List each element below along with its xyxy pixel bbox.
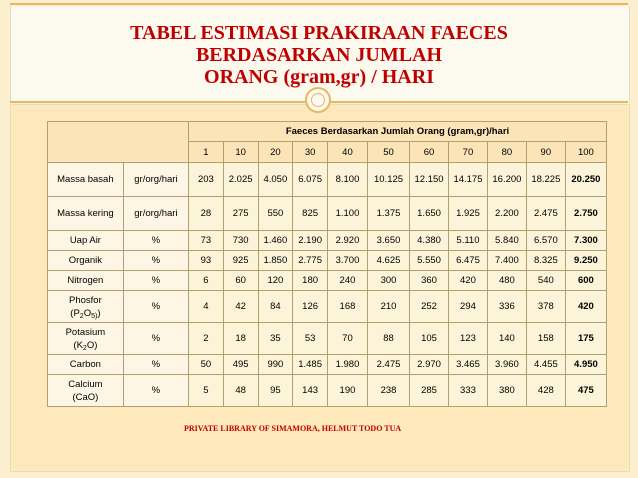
count-header-cell: 80 [487, 142, 526, 163]
table-cell: 252 [410, 291, 449, 323]
table-cell: 2.775 [293, 251, 328, 271]
table-cell: 190 [327, 375, 367, 407]
table-cell: 3.650 [367, 231, 409, 251]
table-cell: 18.225 [526, 163, 565, 197]
table-cell: 50 [189, 355, 224, 375]
table-cell: 2.920 [327, 231, 367, 251]
table-row [48, 355, 607, 375]
table-cell: 6 [189, 271, 224, 291]
table-cell: 126 [293, 291, 328, 323]
table-cell: 3.700 [327, 251, 367, 271]
row-unit: % [123, 375, 188, 407]
table-cell: 2.970 [410, 355, 449, 375]
table-cell: 2.475 [526, 197, 565, 231]
top-rule [10, 3, 628, 5]
table-cell: 140 [487, 323, 526, 355]
table-cell: 238 [367, 375, 409, 407]
table-row [48, 163, 607, 197]
table-cell: 9.250 [565, 251, 606, 271]
table-cell: 70 [327, 323, 367, 355]
table-cell: 88 [367, 323, 409, 355]
table-cell: 1.850 [258, 251, 293, 271]
table-cell: 203 [189, 163, 224, 197]
table-cell: 336 [487, 291, 526, 323]
footer-credit: PRIVATE LIBRARY OF SIMAMORA, HELMUT TODO TUA [184, 424, 402, 433]
table-cell: 168 [327, 291, 367, 323]
row-unit: % [123, 231, 188, 251]
table-cell: 990 [258, 355, 293, 375]
title-line-1: TABEL ESTIMASI PRAKIRAAN FAECES [130, 22, 508, 44]
table-cell: 5.840 [487, 231, 526, 251]
table-cell: 540 [526, 271, 565, 291]
table-cell: 210 [367, 291, 409, 323]
table-cell: 175 [565, 323, 606, 355]
table-cell: 8.100 [327, 163, 367, 197]
table-cell: 1.100 [327, 197, 367, 231]
table-cell: 2.200 [487, 197, 526, 231]
table-cell: 4.625 [367, 251, 409, 271]
table-cell: 428 [526, 375, 565, 407]
table-cell: 95 [258, 375, 293, 407]
count-header-cell: 20 [258, 142, 293, 163]
count-header-cell: 70 [449, 142, 488, 163]
row-label: Massa basah [48, 163, 124, 197]
table-cell: 143 [293, 375, 328, 407]
row-label: Phosfor $(P_2O_{5)})$ [48, 291, 124, 323]
table-cell: 14.175 [449, 163, 488, 197]
table-cell: 495 [223, 355, 258, 375]
row-label: Organik [48, 251, 124, 271]
table-cell: 275 [223, 197, 258, 231]
row-unit: % [123, 251, 188, 271]
count-header-cell: 40 [327, 142, 367, 163]
table-cell: 4 [189, 291, 224, 323]
table-cell: 550 [258, 197, 293, 231]
table-cell: 8.325 [526, 251, 565, 271]
table-cell: 480 [487, 271, 526, 291]
row-unit: % [123, 355, 188, 375]
table-cell: 42 [223, 291, 258, 323]
table-cell: 12.150 [410, 163, 449, 197]
page-title [0, 22, 638, 88]
table-cell: 1.650 [410, 197, 449, 231]
table-cell: 420 [565, 291, 606, 323]
table-cell: 16.200 [487, 163, 526, 197]
row-unit: % [123, 291, 188, 323]
table-header: Faeces Berdasarkan Jumlah Orang (gram,gr)/hari [189, 122, 607, 142]
table-row [48, 271, 607, 291]
table-cell: 3.960 [487, 355, 526, 375]
table-cell: 5 [189, 375, 224, 407]
table-cell: 300 [367, 271, 409, 291]
table-cell: 925 [223, 251, 258, 271]
table-cell: 10.125 [367, 163, 409, 197]
count-header-cell: 1 [189, 142, 224, 163]
row-unit: % [123, 323, 188, 355]
table-row [48, 323, 607, 355]
table-row [48, 231, 607, 251]
table-cell: 3.465 [449, 355, 488, 375]
faeces-estimate-table [47, 121, 607, 407]
table-cell: 35 [258, 323, 293, 355]
row-label: Potasium $(K_2O)$ [48, 323, 124, 355]
table-cell: 158 [526, 323, 565, 355]
table-cell: 475 [565, 375, 606, 407]
table-cell: 380 [487, 375, 526, 407]
title-line-2: BERDASARKAN JUMLAH [195, 44, 443, 66]
title-line-3: ORANG (gram,gr) / HARI [204, 66, 434, 88]
table-cell: 1.925 [449, 197, 488, 231]
table-cell: 5.550 [410, 251, 449, 271]
table-cell: 4.380 [410, 231, 449, 251]
table-cell: 600 [565, 271, 606, 291]
table-cell: 48 [223, 375, 258, 407]
table-cell: 53 [293, 323, 328, 355]
table-cell: 5.110 [449, 231, 488, 251]
table-cell: 1.980 [327, 355, 367, 375]
table-cell: 378 [526, 291, 565, 323]
table-cell: 84 [258, 291, 293, 323]
row-label: Calcium (CaO) [48, 375, 124, 407]
circle-ornament-icon [305, 87, 331, 113]
table-cell: 18 [223, 323, 258, 355]
row-label: Nitrogen [48, 271, 124, 291]
table-cell: 1.460 [258, 231, 293, 251]
table-cell: 1.485 [293, 355, 328, 375]
table-cell: 73 [189, 231, 224, 251]
count-header-cell: 50 [367, 142, 409, 163]
count-header-cell: 60 [410, 142, 449, 163]
row-unit: gr/org/hari [123, 197, 188, 231]
table-cell: 825 [293, 197, 328, 231]
table-cell: 2.750 [565, 197, 606, 231]
table-cell: 360 [410, 271, 449, 291]
table-cell: 20.250 [565, 163, 606, 197]
table-cell: 6.075 [293, 163, 328, 197]
table-row [48, 375, 607, 407]
table-cell: 2 [189, 323, 224, 355]
table-cell: 28 [189, 197, 224, 231]
row-unit: gr/org/hari [123, 163, 188, 197]
table-cell: 4.455 [526, 355, 565, 375]
table-row [48, 251, 607, 271]
table-corner-cell [48, 122, 189, 163]
table-cell: 120 [258, 271, 293, 291]
row-label: Massa kering [48, 197, 124, 231]
table-cell: 105 [410, 323, 449, 355]
table-cell: 730 [223, 231, 258, 251]
table-cell: 2.190 [293, 231, 328, 251]
table-cell: 6.475 [449, 251, 488, 271]
table-cell: 7.400 [487, 251, 526, 271]
table-cell: 4.950 [565, 355, 606, 375]
table-cell: 6.570 [526, 231, 565, 251]
table-cell: 1.375 [367, 197, 409, 231]
table-cell: 7.300 [565, 231, 606, 251]
table-row [48, 197, 607, 231]
table-cell: 240 [327, 271, 367, 291]
table-cell: 2.475 [367, 355, 409, 375]
row-label: Uap Air [48, 231, 124, 251]
table-cell: 60 [223, 271, 258, 291]
table-cell: 294 [449, 291, 488, 323]
table-cell: 180 [293, 271, 328, 291]
table-cell: 420 [449, 271, 488, 291]
table-cell: 4.050 [258, 163, 293, 197]
table-cell: 2.025 [223, 163, 258, 197]
row-unit: % [123, 271, 188, 291]
count-header-cell: 30 [293, 142, 328, 163]
table-cell: 93 [189, 251, 224, 271]
count-header-cell: 100 [565, 142, 606, 163]
row-label: Carbon [48, 355, 124, 375]
table-row [48, 291, 607, 323]
table-cell: 123 [449, 323, 488, 355]
table-cell: 333 [449, 375, 488, 407]
count-header-cell: 10 [223, 142, 258, 163]
count-header-cell: 90 [526, 142, 565, 163]
table-cell: 285 [410, 375, 449, 407]
